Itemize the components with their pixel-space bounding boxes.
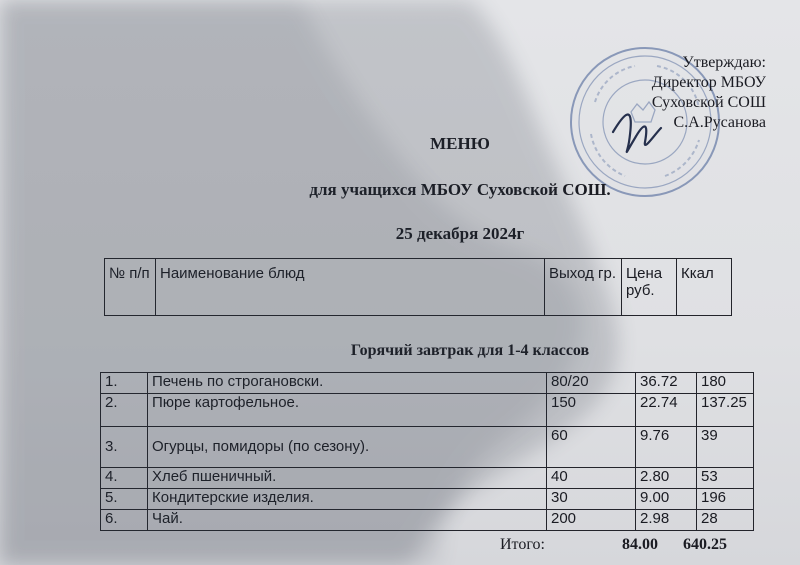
- total-label: Итого:: [500, 536, 545, 553]
- table-row: [101, 489, 754, 510]
- cell-yield: 40: [547, 468, 636, 489]
- menu-title: МЕНЮ: [430, 134, 490, 153]
- cell-price: 9.00: [636, 489, 697, 510]
- cell-dish: Печень по строгановски.: [148, 373, 547, 394]
- cell-dish: Огурцы, помидоры (по сезону).: [148, 427, 547, 468]
- table-row: [101, 510, 754, 531]
- cell-yield: 150: [547, 394, 636, 427]
- table-row: [101, 468, 754, 489]
- menu-date: 25 декабря 2024г: [395, 224, 525, 243]
- cell-num: 6.: [101, 510, 148, 531]
- cell-kcal: 137.25: [697, 394, 754, 427]
- column-header-yield: Выход гр.: [545, 259, 622, 316]
- cell-price: 9.76: [636, 427, 697, 468]
- menu-table: [100, 372, 754, 531]
- cell-num: 4.: [101, 468, 148, 489]
- approval-line: Суховской СОШ: [651, 94, 766, 111]
- cell-price: 36.72: [636, 373, 697, 394]
- cell-yield: 80/20: [547, 373, 636, 394]
- cell-kcal: 196: [697, 489, 754, 510]
- cell-dish: Чай.: [148, 510, 547, 531]
- cell-dish: Пюре картофельное.: [148, 394, 547, 427]
- cell-yield: 30: [547, 489, 636, 510]
- approval-block: [600, 53, 766, 133]
- cell-kcal: 53: [697, 468, 754, 489]
- column-header-kcal: Ккал: [677, 259, 732, 316]
- column-header-price: Цена руб.: [622, 259, 677, 316]
- cell-num: 2.: [101, 394, 148, 427]
- cell-num: 5.: [101, 489, 148, 510]
- cell-price: 22.74: [636, 394, 697, 427]
- table-row: [101, 394, 754, 427]
- cell-price: 2.80: [636, 468, 697, 489]
- column-header-num: № п/п: [105, 259, 156, 316]
- approval-line: Директор МБОУ: [651, 74, 766, 91]
- cell-num: 3.: [101, 427, 148, 468]
- menu-table-header: [104, 258, 732, 316]
- cell-kcal: 39: [697, 427, 754, 468]
- cell-yield: 60: [547, 427, 636, 468]
- table-row: [101, 373, 754, 394]
- cell-kcal: 28: [697, 510, 754, 531]
- total-kcal: 640.25: [683, 536, 727, 553]
- approval-line: Утверждаю:: [682, 54, 766, 71]
- approval-signatory: С.А.Русанова: [673, 114, 766, 131]
- table-row: [101, 427, 754, 468]
- cell-kcal: 180: [697, 373, 754, 394]
- cell-num: 1.: [101, 373, 148, 394]
- cell-dish: Хлеб пшеничный.: [148, 468, 547, 489]
- cell-yield: 200: [547, 510, 636, 531]
- column-header-name: Наименование блюд: [156, 259, 545, 316]
- menu-subtitle: для учащихся МБОУ Суховской СОШ.: [309, 180, 611, 199]
- cell-dish: Кондитерские изделия.: [148, 489, 547, 510]
- section-heading: Горячий завтрак для 1-4 классов: [350, 342, 590, 359]
- total-price: 84.00: [622, 536, 658, 553]
- cell-price: 2.98: [636, 510, 697, 531]
